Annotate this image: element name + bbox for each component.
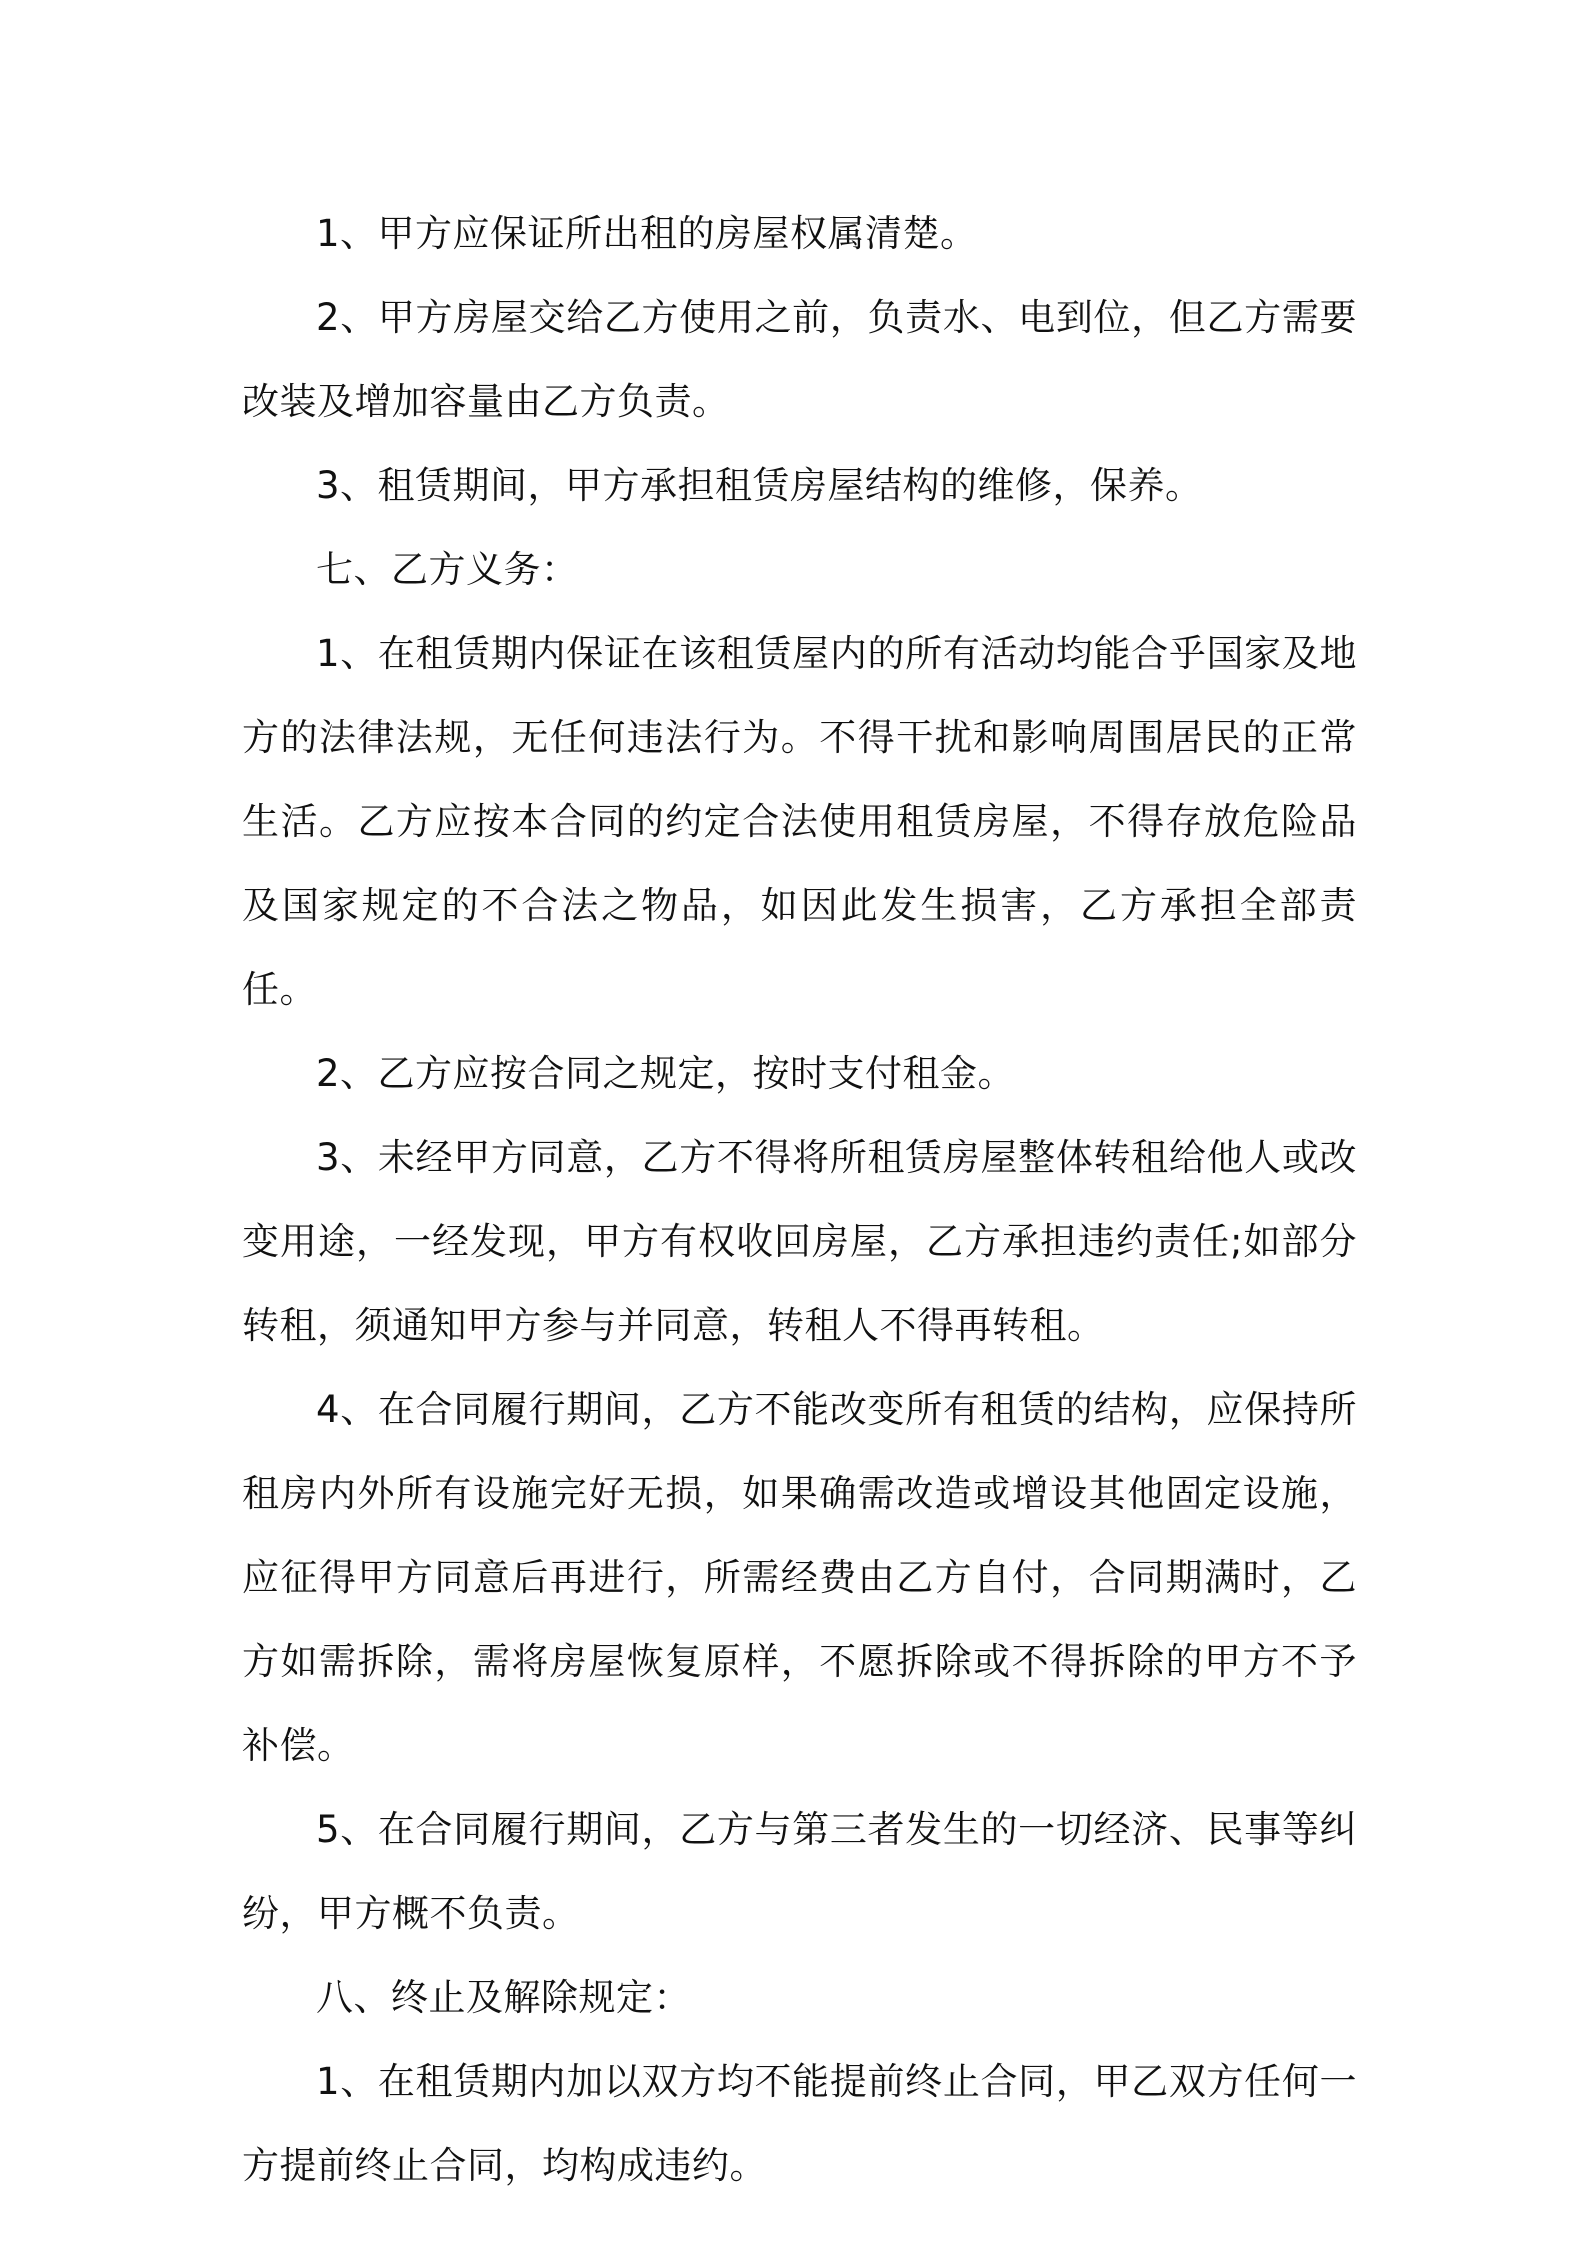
paragraph-termination-1: 1、在租赁期内加以双方均不能提前终止合同，甲乙双方任何一方提前终止合同，均构成违约。: [242, 2060, 1357, 2187]
paragraph-landlord-1: 1、甲方应保证所出租的房屋权属清楚。: [316, 212, 978, 255]
paragraph-tenant-5: 5、在合同履行期间，乙方与第三者发生的一切经济、民事等纠纷，甲方概不负责。: [242, 1808, 1357, 1935]
paragraph-tenant-4: 4、在合同履行期间，乙方不能改变所有租赁的结构，应保持所租房内外所有设施完好无损，如果确需改造或增设其他固定设施，应征得甲方同意后再进行，所需经费由乙方自付，合同期满时，乙方如需拆除，需将房屋恢复原样，不愿拆除或不得拆除的甲方不予补偿。: [242, 1388, 1357, 1767]
paragraph-tenant-1: 1、在租赁期内保证在该租赁屋内的所有活动均能合乎国家及地方的法律法规，无任何违法行为。不得干扰和影响周围居民的正常生活。乙方应按本合同的约定合法使用租赁房屋，不得存放危险品及国家规定的不合法之物品，如因此发生损害，乙方承担全部责任。: [242, 632, 1357, 1011]
paragraph-tenant-3: 3、未经甲方同意，乙方不得将所租赁房屋整体转租给他人或改变用途，一经发现，甲方有权收回房屋，乙方承担违约责任;如部分转租，须通知甲方参与并同意，转租人不得再转租。: [242, 1136, 1357, 1347]
section-heading-tenant-obligations: 七、乙方义务：: [316, 548, 579, 591]
document-body: [242, 192, 1357, 2208]
paragraph-tenant-2: 2、乙方应按合同之规定，按时支付租金。: [316, 1052, 1016, 1095]
section-heading-termination: 八、终止及解除规定：: [316, 1976, 691, 2019]
paragraph-landlord-3: 3、租赁期间，甲方承担租赁房屋结构的维修，保养。: [316, 464, 1203, 507]
paragraph-landlord-2: 2、甲方房屋交给乙方使用之前，负责水、电到位，但乙方需要改装及增加容量由乙方负责。: [242, 296, 1357, 423]
